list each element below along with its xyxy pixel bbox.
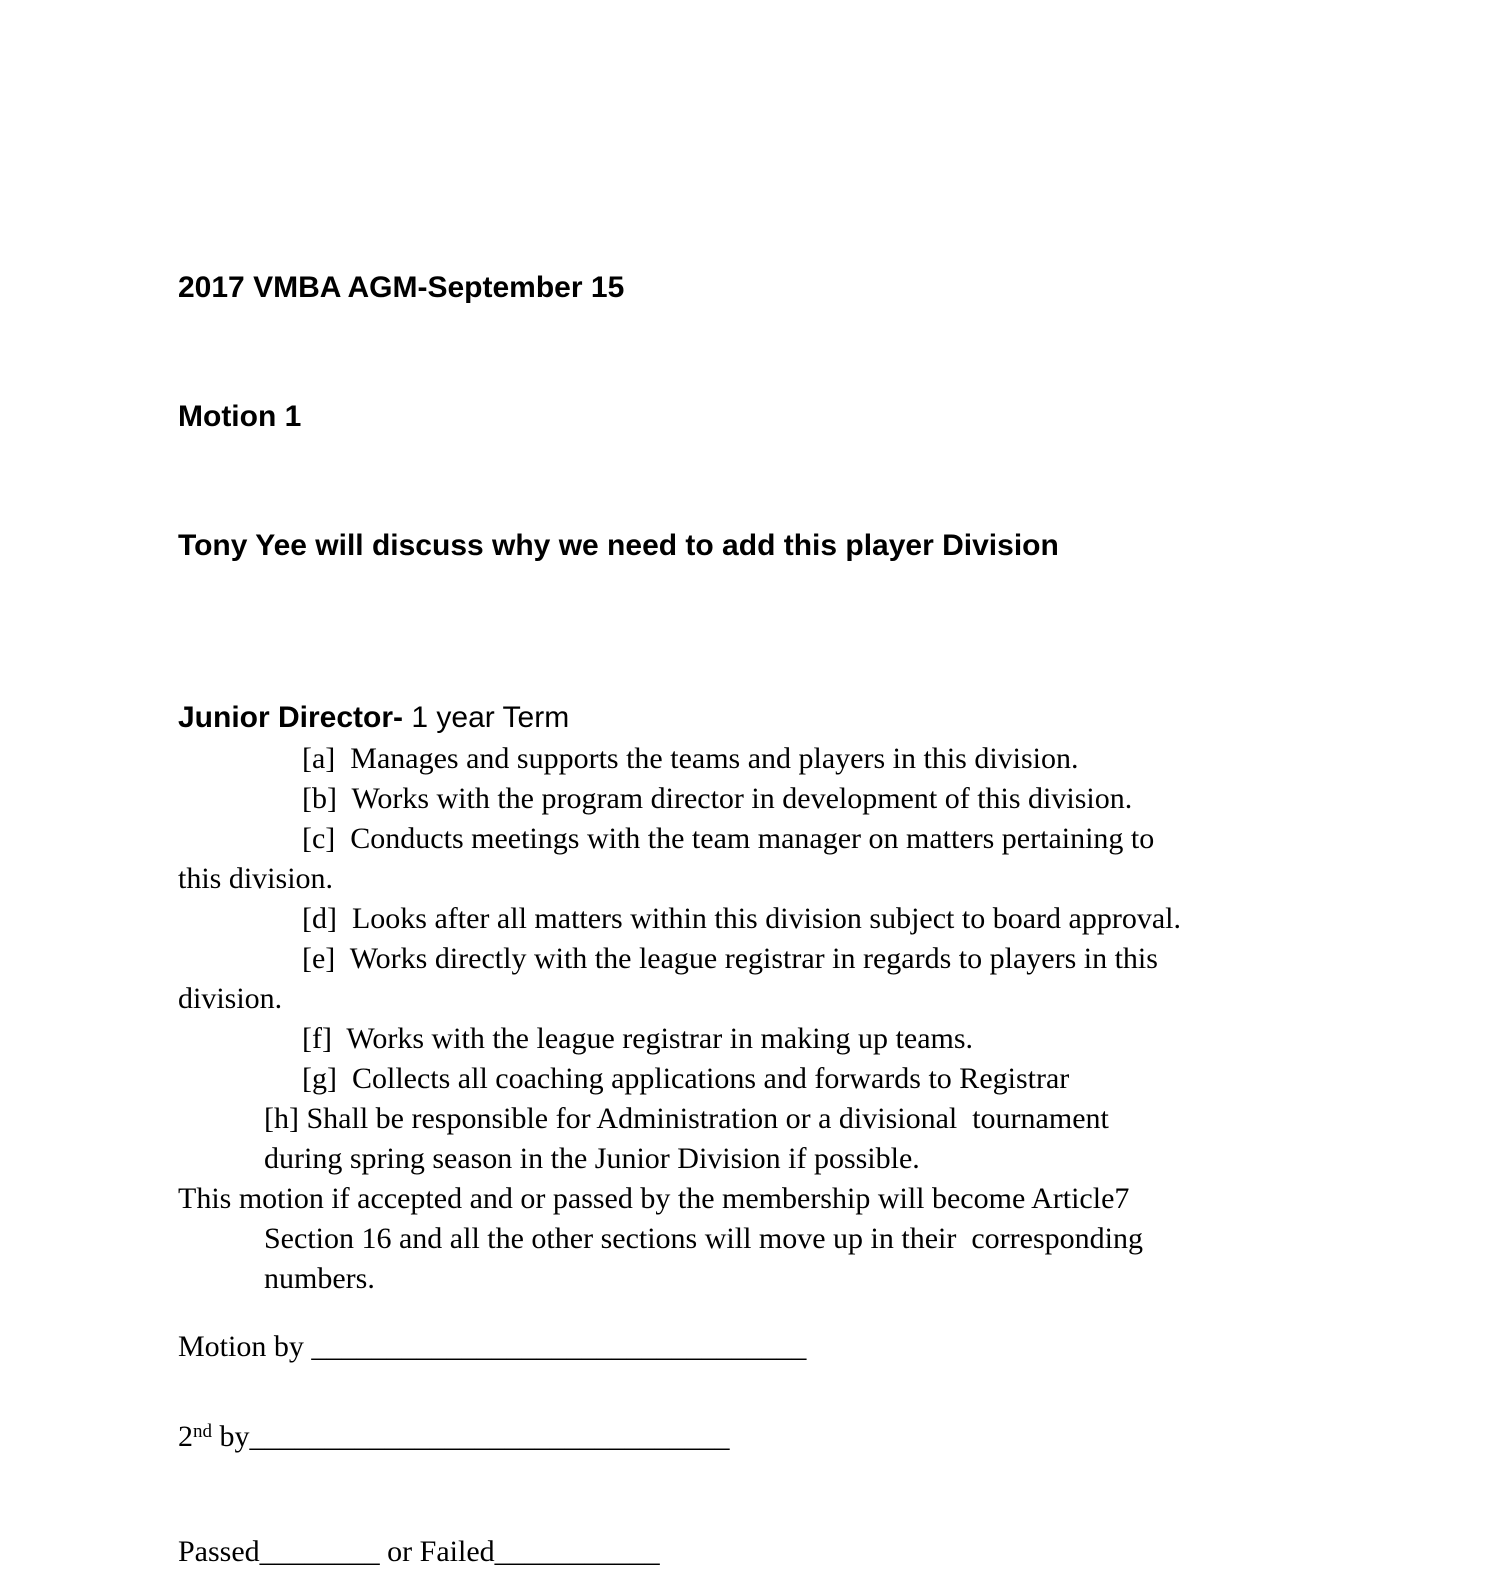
seconded-by-row	[178, 1412, 1370, 1457]
seconded-by-blank-line: ________________________________	[249, 1420, 730, 1454]
motion-note-end: numbers.	[264, 1262, 375, 1295]
body-line-h-continuation: during spring season in the Junior Division if possible.	[264, 1142, 920, 1175]
motion-note-continuation: Section 16 and all the other sections will move up in their corresponding	[264, 1222, 1143, 1255]
passed-blank-line: ________	[259, 1535, 380, 1569]
body-line-e: [e] Works directly with the league registrar in regards to players in this	[302, 942, 1158, 975]
section-heading	[178, 696, 1370, 739]
role-title: Junior Director-	[178, 701, 404, 734]
or-failed-label: or Failed	[379, 1535, 495, 1569]
body-line-h: [h] Shall be responsible for Administration or a divisional tournament	[264, 1102, 1109, 1135]
motion-by-row	[178, 1327, 1370, 1367]
body-line-g: [g] Collects all coaching applications and forwards to Registrar	[302, 1062, 1070, 1095]
passed-failed-row	[178, 1532, 1370, 1572]
document-header	[178, 180, 1370, 653]
motion-number: Motion 1	[178, 400, 302, 433]
passed-label: Passed	[178, 1535, 260, 1569]
body-line-a: [a] Manages and supports the teams and players in this division.	[302, 742, 1079, 775]
seconded-by-label: by	[212, 1420, 250, 1454]
motion-body	[178, 739, 1370, 1299]
body-line-c-continuation: this division.	[178, 862, 334, 895]
second-number: 2	[178, 1420, 193, 1454]
motion-by-label: Motion by	[178, 1330, 312, 1363]
failed-blank-line: ___________	[494, 1535, 660, 1569]
body-line-b: [b] Works with the program director in development of this division.	[302, 782, 1133, 815]
term-length: 1 year Term	[403, 701, 570, 734]
motion-note: This motion if accepted and or passed by the membership will become Article7	[178, 1182, 1130, 1215]
body-line-c: [c] Conducts meetings with the team manager on matters pertaining to	[302, 822, 1155, 855]
document-title: 2017 VMBA AGM-September 15	[178, 271, 625, 304]
body-line-d: [d] Looks after all matters within this division subject to board approval.	[302, 902, 1181, 935]
body-line-e-continuation: division.	[178, 982, 283, 1015]
body-line-f: [f] Works with the league registrar in making up teams.	[302, 1022, 974, 1055]
motion-by-blank-line: _________________________________	[311, 1330, 807, 1363]
blank-line	[178, 653, 1370, 696]
second-ordinal-suffix: nd	[193, 1421, 212, 1442]
motion-description: Tony Yee will discuss why we need to add this player Division	[178, 529, 1059, 562]
